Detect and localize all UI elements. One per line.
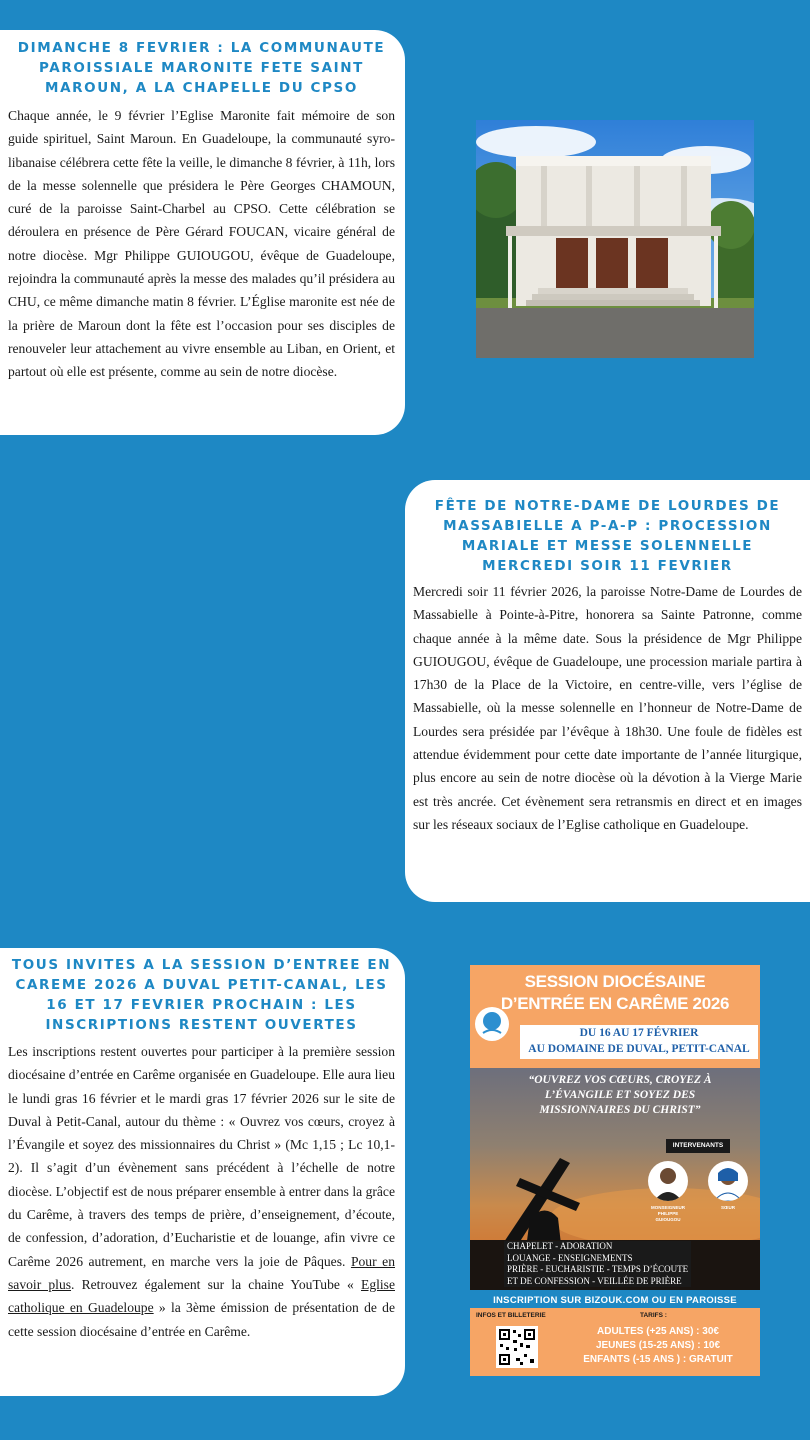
youtube-channel-link[interactable]: Eglise catholique en Guadeloupe	[8, 1276, 395, 1316]
article-title: FÊTE DE NOTRE-DAME DE LOURDES DE MASSABIELLE A P-A-P : PROCESSION MARIALE ET MESSE SOLENNELLE MERCREDI SOIR 11 FEVRIER	[434, 498, 781, 574]
article-notre-dame-de-lourdes	[405, 480, 810, 902]
article-body: Les inscriptions restent ouvertes pour participer à la première session diocésaine d’entrée en Carême organisée en Guadeloupe. Elle aura lieu le lundi gras 16 février et le mardi gras 17 février 2026 sur le site de Duval à Petit-Canal, autour du thème : « Ouvrez vos cœurs, croyez à l’Évangile et soyez des missionnaires du Christ » (Mc 1,15 ; Lc 10,1-2). Il s’agit d’un évènement sans précédent à l’échelle de notre diocèse. L’objectif est de nous préparer ensemble à entrer dans la grâce du Carême, à travers des temps de prière, d’enseignement, d’écoute, de confession, d’adoration, d’Eucharistie et de louange, afin vivre ce Carême 2026 autrement, en marche vers la joie de Pâques. Pour en savoir plus. Retrouvez également sur la chaine YouTube « Eglise catholique en Guadeloupe » la 3ème émission de présentation de de cette session diocésaine d’entrée en Carême.	[8, 1044, 395, 1339]
poster-inscription: INSCRIPTION SUR BIZOUK.COM OU EN PAROISSE	[470, 1293, 760, 1308]
poster-prices: ADULTES (+25 ANS) : 30€ JEUNES (15-25 ANS) : 10€ ENFANTS (-15 ANS ) : GRATUIT	[583, 1326, 733, 1365]
speaker-2-name: SŒUR	[720, 1205, 735, 1210]
article-body: Mercredi soir 11 février 2026, la paroisse Notre-Dame de Lourdes de Massabielle à Pointe-à-Pitre, honorera sa Sainte Patronne, comme chaque année à la même date. Sous la présidence de Mgr Philippe GUIOUGOU, évêque de Guadeloupe, une procession mariale partira à 17h30 de la Place de la Victoire, en centre-ville, vers l’église de Massabielle, où la messe solennelle en l’honneur de Notre-Dame de Lourdes sera présidée par l’évêque à 18h30. Une foule de fidèles est attendue évidemment pour cette date importante de l’année liturgique, plus encore au sein de notre diocèse où la dévotion à la Vierge Marie est très ancrée. Cet évènement sera retransmis en direct et en images sur les réseaux sociaux de l’Eglise catholique en Guadeloupe.	[413, 584, 802, 832]
chapel-cpso-photo	[476, 120, 754, 358]
article-saint-maroun	[0, 30, 405, 435]
speaker-2-photo	[708, 1161, 748, 1201]
article-body: Chaque année, le 9 février l’Eglise Maronite fait mémoire de son guide spirituel, Saint Maroun. En Guadeloupe, la communauté syro-libanaise célébrera cette fête la veille, le dimanche 8 février, à 11h, lors de la messe solennelle que présidera le Père Georges CHAMOUN, curé de la paroisse Saint-Charbel au CPSO. Cette célébration se déroulera en présence de Père Gérard FOUCAN, vicaire général de notre diocèse. Mgr Philippe GUIOUGOU, évêque de Guadeloupe, rejoindra la communauté après la messe des malades qu’il présidera au CHU, ce même dimanche matin 8 février. L’Église maronite est née de la prière de Maroun dont la fête est l’occasion pour ses disciples de renouveler leur attachement au vivre ensemble au Liban, en Orient, et partout où elle est présente, comme au sein de notre diocèse.	[8, 108, 395, 380]
article-title: DIMANCHE 8 FEVRIER : LA COMMUNAUTE PAROISSIALE MARONITE FETE SAINT MAROUN, A LA CHAPELLE DU CPSO	[17, 40, 386, 96]
poster-date: DU 16 AU 17 FÉVRIER AU DOMAINE DE DUVAL, PETIT-CANAL	[520, 1025, 758, 1059]
qr-code-icon	[496, 1326, 538, 1368]
pour-en-savoir-plus-link[interactable]: Pour en savoir plus	[8, 1253, 395, 1292]
poster-quote: “OUVREZ VOS CŒURS, CROYEZ À L’ÉVANGILE ET SOYEZ DES MISSIONNAIRES DU CHRIST”	[528, 1074, 712, 1116]
article-session-careme	[0, 948, 405, 1396]
speaker-1-photo	[648, 1161, 688, 1201]
intervenants-label: INTERVENANTS	[666, 1139, 730, 1153]
speaker-1-name: MONSEIGNEUR PHILIPPE GUIOUGOU	[650, 1205, 685, 1222]
poster-activities: CHAPELET - ADORATION LOUANGE - ENSEIGNEMENTS PRIÈRE - EUCHARISTIE - TEMPS D’ÉCOUTE ET DE CONFESSION - VEILLÉE DE PRIÈRE	[504, 1241, 691, 1287]
infos-billeterie-label: INFOS ET BILLETERIE	[476, 1312, 546, 1319]
tarifs-label: TARIFS :	[640, 1312, 667, 1319]
article-title: TOUS INVITES A LA SESSION D’ENTREE EN CAREME 2026 A DUVAL PETIT-CANAL, LES 16 ET 17 FEVRIER PROCHAIN : LES INSCRIPTIONS RESTENT OUVERTES	[11, 957, 392, 1033]
careme-session-poster	[470, 965, 760, 1376]
poster-title: SESSION DIOCÉSAINE D’ENTRÉE EN CARÊME 2026	[500, 972, 730, 1013]
